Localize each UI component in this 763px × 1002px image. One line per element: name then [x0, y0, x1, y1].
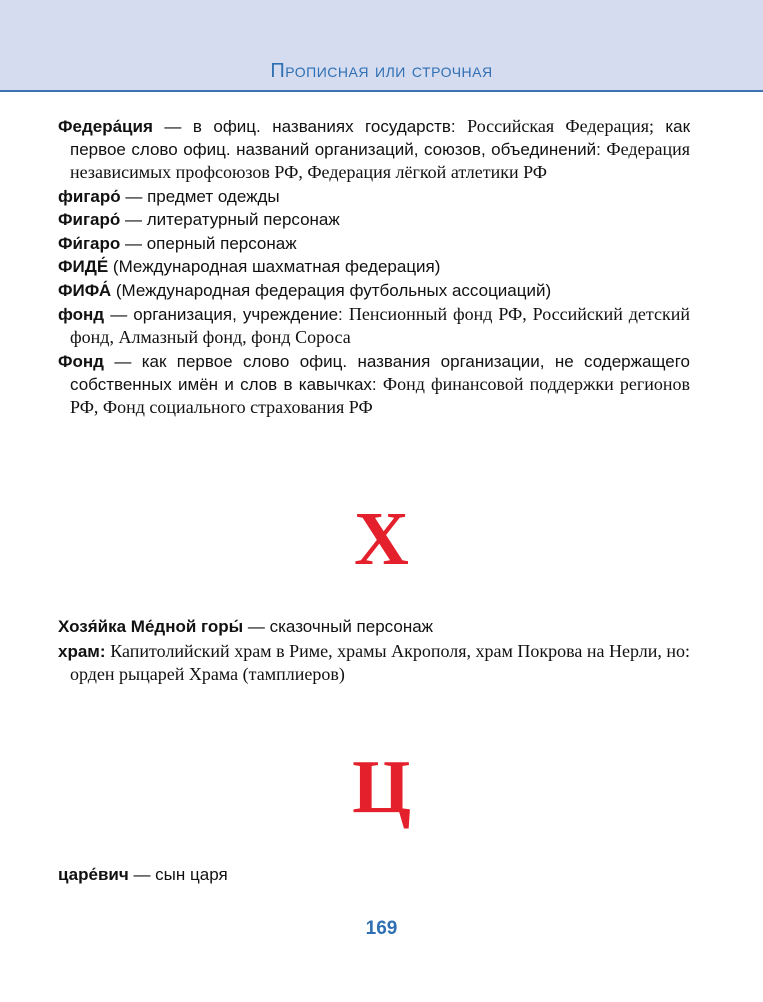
entry-fond [58, 303, 690, 349]
definition: — оперный персонаж [120, 233, 297, 253]
entry-figaro-literary [58, 209, 690, 231]
definition: — организация, учреждение: [104, 305, 349, 324]
definition: — литературный персонаж [120, 210, 340, 229]
headword: Фи́гаро [58, 233, 121, 253]
example: Капитолийский храм в Риме, храмы Акрополя, храм Покрова на Нерли, но: орден рыцарей Храма (тамплиеров) [70, 640, 690, 684]
definition: — сказочный персонаж [243, 617, 434, 636]
headword: Федера́ция [58, 117, 153, 136]
page-title: Прописная или строчная [270, 60, 493, 82]
entry-figaro-opera [58, 233, 690, 255]
entries-f [58, 115, 690, 420]
page-header [0, 0, 763, 92]
headword: Фигаро́ [58, 210, 121, 229]
headword: фигаро́ [58, 186, 121, 206]
entry-khozyaika [58, 616, 690, 638]
example: Российская Федерация; [467, 116, 666, 136]
entry-figaro-clothing [58, 186, 690, 208]
example: Федерация независимых профсоюзов РФ, Федерация лёгкой атлетики РФ [70, 139, 690, 182]
entry-federatsiya [58, 115, 690, 184]
entry-tsarevich [58, 864, 690, 886]
entries-ts [58, 864, 690, 888]
page-number: 169 [365, 918, 398, 939]
headword: ФИФА́ [58, 280, 112, 300]
headword: фонд [58, 305, 105, 324]
headword: ФИДЕ́ [58, 257, 109, 276]
definition: — в офиц. названиях государств: [152, 117, 468, 136]
definition: (Международная шахматная федерация) [108, 257, 441, 276]
example: Фонд финансовой поддержки регионов РФ, Фонд социального страхования РФ [70, 373, 690, 417]
definition: как первое слово офиц. названий организаций, союзов, объединений: [70, 117, 691, 159]
entry-fond-capital [58, 351, 690, 419]
definition: — предмет одежды [120, 186, 280, 206]
entry-khram [58, 640, 690, 686]
headword: Фонд [58, 351, 104, 371]
headword: Хозя́йка Ме́дной горы́ [58, 617, 244, 636]
definition: — как первое слово офиц. названия организации, не содержащего собственных имён и слов в кавычках: [70, 351, 690, 394]
section-letter-kh: Х [354, 497, 409, 581]
example: Пенсионный фонд РФ, Российский детский фонд, Алмазный фонд, фонд Сороса [70, 304, 690, 347]
definition: — сын царя [128, 865, 228, 884]
entry-fifa [58, 280, 690, 302]
section-letter-ts: Ц [351, 745, 412, 829]
definition: (Международная федерация футбольных ассоциаций) [111, 280, 552, 300]
headword: храм: [58, 641, 111, 661]
entries-kh [58, 616, 690, 687]
headword: царе́вич [58, 865, 129, 884]
entry-fide [58, 256, 690, 278]
